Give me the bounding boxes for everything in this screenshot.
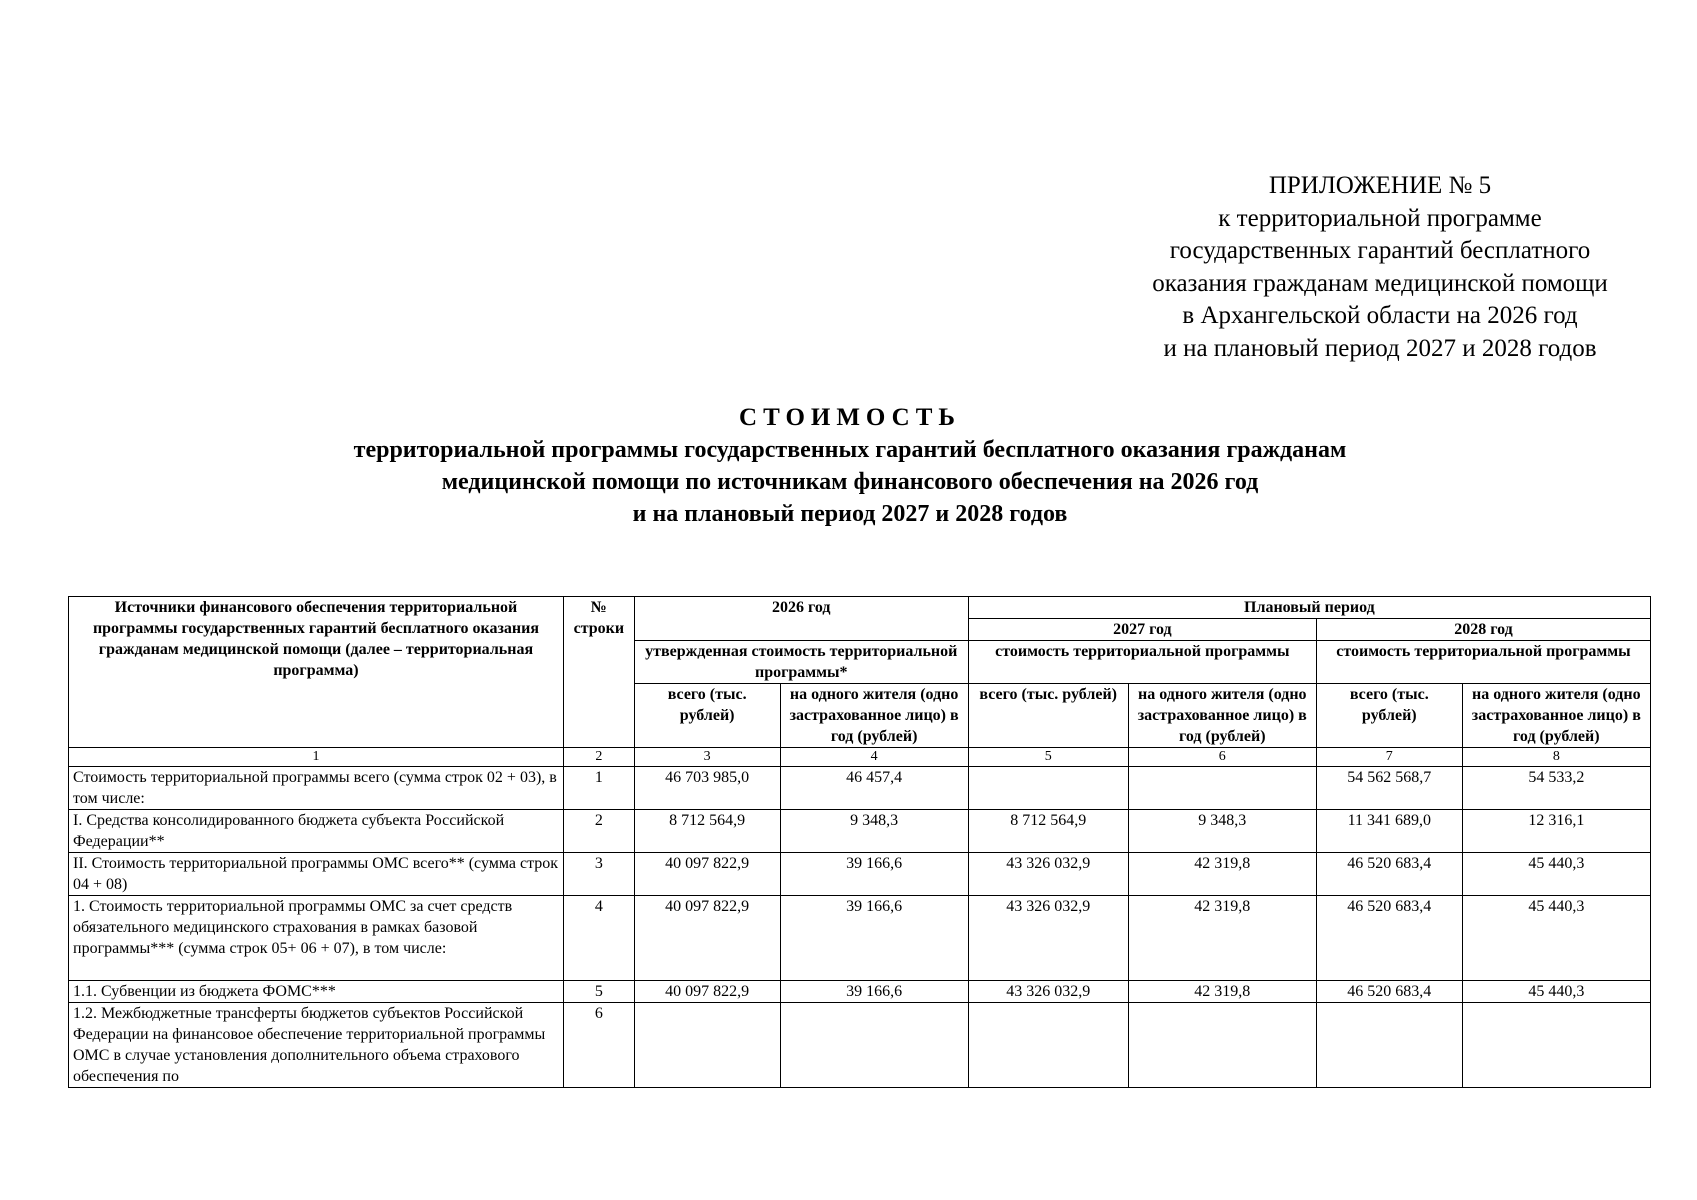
value-2027-total [968, 1003, 1128, 1088]
value-2026-per-person: 39 166,6 [780, 896, 968, 981]
appendix-header [1100, 170, 1660, 365]
title-main: СТОИМОСТЬ [739, 404, 961, 431]
value-2027-total: 43 326 032,9 [968, 896, 1128, 981]
column-number: 6 [1128, 748, 1316, 767]
table-row [69, 853, 1651, 896]
header-per-person-2026: на одного жителя (одно застрахованное лицо) в год (рублей) [780, 684, 968, 748]
header-row-number: № строки [563, 597, 634, 748]
appendix-line: к территориальной программе [1218, 204, 1542, 232]
value-2026-total: 8 712 564,9 [634, 810, 780, 853]
row-label: 1.1. Субвенции из бюджета ФОМС*** [69, 981, 564, 1003]
value-2027-per-person: 42 319,8 [1128, 981, 1316, 1003]
row-label: 1.2. Межбюджетные трансферты бюджетов субъектов Российской Федерации на финансовое обеспечение территориальной программы ОМС в случае установления дополнительного объема страхового обеспечения по [69, 1003, 564, 1088]
value-2027-total [968, 767, 1128, 810]
row-label: 1. Стоимость территориальной программы ОМС за счет средств обязательного медицинского страхования в рамках базовой программы*** (сумма строк 05+ 06 + 07), в том числе: [69, 896, 564, 981]
value-2027-per-person: 42 319,8 [1128, 896, 1316, 981]
header-program-cost-2027: стоимость территориальной программы [968, 641, 1316, 684]
row-label: I. Средства консолидированного бюджета субъекта Российской Федерации** [69, 810, 564, 853]
value-2026-per-person [780, 1003, 968, 1088]
row-label: II. Стоимость территориальной программы ОМС всего** (сумма строк 04 + 08) [69, 853, 564, 896]
value-2028-per-person: 54 533,2 [1462, 767, 1650, 810]
value-2026-per-person: 39 166,6 [780, 981, 968, 1003]
table-row [69, 896, 1651, 981]
value-2027-per-person [1128, 1003, 1316, 1088]
header-per-person-2027: на одного жителя (одно застрахованное лицо) в год (рублей) [1128, 684, 1316, 748]
row-number: 5 [563, 981, 634, 1003]
header-total-2027: всего (тыс. рублей) [968, 684, 1128, 748]
column-number: 2 [563, 748, 634, 767]
title-line: и на плановый период 2027 и 2028 годов [632, 501, 1068, 527]
value-2028-per-person: 12 316,1 [1462, 810, 1650, 853]
header-source: Источники финансового обеспечения территориальной программы государственных гарантий бесплатного оказания гражданам медицинской помощи (далее – территориальная программа) [69, 597, 564, 748]
table-row [69, 767, 1651, 810]
value-2027-per-person: 42 319,8 [1128, 853, 1316, 896]
appendix-line: в Архангельской области на 2026 год [1182, 302, 1578, 329]
value-2028-per-person: 45 440,3 [1462, 896, 1650, 981]
value-2028-total [1316, 1003, 1462, 1088]
value-2028-total: 54 562 568,7 [1316, 767, 1462, 810]
value-2026-per-person: 9 348,3 [780, 810, 968, 853]
document-title [170, 402, 1530, 530]
column-number: 1 [69, 748, 564, 767]
table-row [69, 1003, 1651, 1088]
header-year-2028: 2028 год [1316, 619, 1650, 641]
header-year-2026: 2026 год [634, 597, 968, 641]
value-2028-total: 46 520 683,4 [1316, 981, 1462, 1003]
header-year-2027: 2027 год [968, 619, 1316, 641]
column-number: 5 [968, 748, 1128, 767]
column-number: 3 [634, 748, 780, 767]
value-2026-total: 40 097 822,9 [634, 896, 780, 981]
value-2028-per-person [1462, 1003, 1650, 1088]
value-2028-per-person: 45 440,3 [1462, 981, 1650, 1003]
value-2028-total: 11 341 689,0 [1316, 810, 1462, 853]
title-line: медицинской помощи по источникам финансового обеспечения на 2026 год [441, 469, 1259, 495]
appendix-line: ПРИЛОЖЕНИЕ № 5 [1268, 172, 1492, 199]
value-2026-total [634, 1003, 780, 1088]
value-2026-total: 40 097 822,9 [634, 853, 780, 896]
table-row [69, 981, 1651, 1003]
header-total-2028: всего (тыс. рублей) [1316, 684, 1462, 748]
row-number: 4 [563, 896, 634, 981]
header-row [69, 597, 1651, 619]
header-planned-period: Плановый период [968, 597, 1650, 619]
header-program-cost-2028: стоимость территориальной программы [1316, 641, 1650, 684]
value-2027-total: 8 712 564,9 [968, 810, 1128, 853]
column-number: 7 [1316, 748, 1462, 767]
value-2028-total: 46 520 683,4 [1316, 896, 1462, 981]
value-2026-total: 46 703 985,0 [634, 767, 780, 810]
value-2028-total: 46 520 683,4 [1316, 853, 1462, 896]
column-number-row [69, 748, 1651, 767]
appendix-line: государственных гарантий бесплатного [1169, 237, 1591, 264]
value-2026-total: 40 097 822,9 [634, 981, 780, 1003]
value-2027-total: 43 326 032,9 [968, 981, 1128, 1003]
appendix-line: и на плановый период 2027 и 2028 годов [1163, 334, 1597, 362]
header-approved-cost: утвержденная стоимость территориальной программы* [634, 641, 968, 684]
appendix-line: оказания гражданам медицинской помощи [1152, 269, 1608, 297]
value-2027-per-person: 9 348,3 [1128, 810, 1316, 853]
cost-table [68, 596, 1651, 1088]
row-label: Стоимость территориальной программы всего (сумма строк 02 + 03), в том числе: [69, 767, 564, 810]
value-2027-total: 43 326 032,9 [968, 853, 1128, 896]
row-number: 1 [563, 767, 634, 810]
column-number: 8 [1462, 748, 1650, 767]
row-number: 3 [563, 853, 634, 896]
title-line: территориальной программы государственных гарантий бесплатного оказания гражданам [353, 437, 1347, 463]
header-total-2026: всего (тыс. рублей) [634, 684, 780, 748]
table-row [69, 810, 1651, 853]
column-number: 4 [780, 748, 968, 767]
row-number: 2 [563, 810, 634, 853]
value-2027-per-person [1128, 767, 1316, 810]
header-per-person-2028: на одного жителя (одно застрахованное лицо) в год (рублей) [1462, 684, 1650, 748]
row-number: 6 [563, 1003, 634, 1088]
value-2026-per-person: 39 166,6 [780, 853, 968, 896]
value-2028-per-person: 45 440,3 [1462, 853, 1650, 896]
value-2026-per-person: 46 457,4 [780, 767, 968, 810]
